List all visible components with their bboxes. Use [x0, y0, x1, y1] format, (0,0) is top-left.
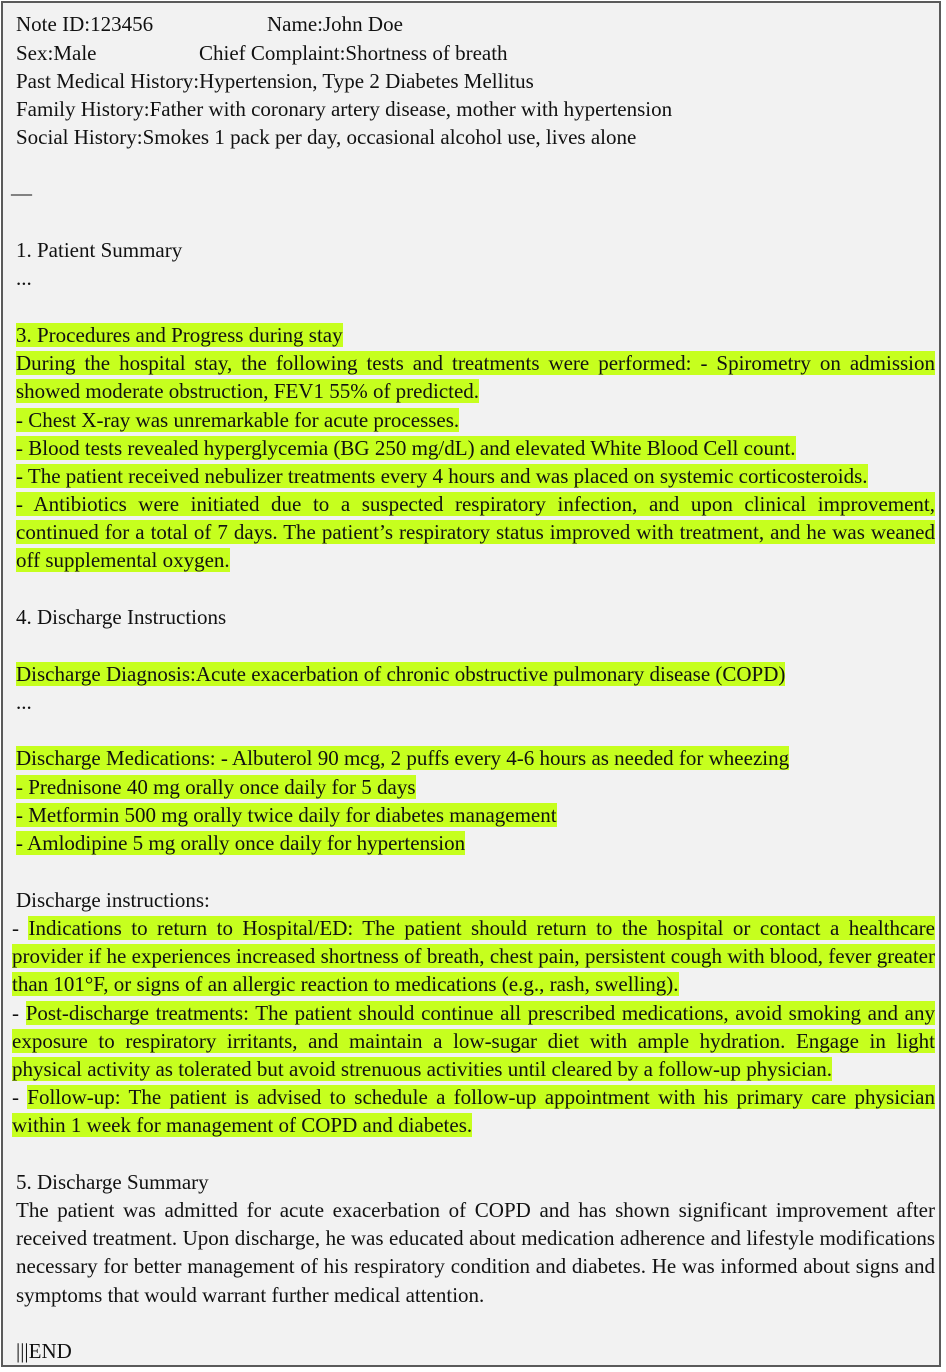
social-history: Social History:Smokes 1 pack per day, occasional alcohol use, lives alone — [16, 125, 637, 149]
section3-intro-text: During the hospital stay, the following tests and treatments were performed: - Spirometry on admission showed moderate obstruction, FEV1 55% of predicted. — [16, 351, 935, 404]
instruction-item: - Follow-up: The patient is advised to schedule a follow-up appointment with his primary care physician within 1 week for management of COPD and diabetes. — [12, 1085, 936, 1138]
section5-body: The patient was admitted for acute exacerbation of COPD and has shown significant improvement after received treatment. Upon discharge, he was educated about medication adherence and lifestyle modifications necessary for better management of his respiratory condition and diabetes. He was informed about signs and symptoms that would warrant further medical attention. — [16, 1198, 935, 1307]
instruction-item: - Post-discharge treatments: The patient should continue all prescribed medications, avoid smoking and any exposure to respiratory irritants, and maintain a low-sugar diet with ample hydration. Engage in light physical activity as tolerated but avoid strenuous activities until cleared by a follow-up physician. — [12, 1001, 935, 1082]
document-frame — [1, 1, 941, 1367]
patient-sex: Sex:Male — [16, 41, 97, 65]
medication-item: Discharge Medications: - Albuterol 90 mcg, 2 puffs every 4-6 hours as needed for wheezing — [16, 746, 790, 770]
end-marker: |||END — [16, 1339, 72, 1363]
instruction-dash: - — [12, 916, 19, 940]
section3-intro — [16, 349, 935, 405]
section3-item: - Chest X-ray was unremarkable for acute processes. — [16, 408, 460, 432]
patient-name: Name:John Doe — [267, 12, 403, 36]
section4-ellipsis: ... — [16, 690, 32, 714]
instruction-dash: - — [12, 1001, 19, 1025]
medication-item: - Metformin 500 mg orally twice daily for diabetes management — [16, 803, 557, 827]
section3-item: - Blood tests revealed hyperglycemia (BG 250 mg/dL) and elevated White Blood Cell count. — [16, 436, 796, 460]
discharge-diagnosis: Discharge Diagnosis:Acute exacerbation of chronic obstructive pulmonary disease (COPD) — [16, 662, 786, 686]
section3-title — [16, 322, 343, 348]
instruction-dash: - — [12, 1085, 19, 1109]
family-history: Family History:Father with coronary artery disease, mother with hypertension — [16, 97, 673, 121]
note-id: Note ID:123456 — [16, 12, 154, 36]
section3-title-text: 3. Procedures and Progress during stay — [16, 323, 343, 347]
medication-item: - Prednisone 40 mg orally once daily for 5 days — [16, 775, 416, 799]
instructions-title: Discharge instructions: — [16, 888, 210, 912]
section1-title: 1. Patient Summary — [16, 238, 183, 262]
instruction-item: - Indications to return to Hospital/ED: The patient should return to the hospital or contact a healthcare provider if he experiences increased shortness of breath, chest pain, persistent cough with blood, fever greater than 101°F, or signs of an allergic reaction to medications (e.g., rash, swelling). — [12, 916, 936, 997]
section5-title: 5. Discharge Summary — [16, 1170, 209, 1194]
past-medical-history: Past Medical History:Hypertension, Type 2 Diabetes Mellitus — [16, 69, 534, 93]
section3-item: - Antibiotics were initiated due to a suspected respiratory infection, and upon clinical improvement, continued for a total of 7 days. The patient’s respiratory status improved with treatment, and he was weaned off supplemental oxygen. — [16, 492, 935, 573]
section4-title: 4. Discharge Instructions — [16, 605, 227, 629]
medication-item: - Amlodipine 5 mg orally once daily for hypertension — [16, 831, 466, 855]
section1-body: ... — [16, 266, 32, 290]
chief-complaint: Chief Complaint:Shortness of breath — [199, 41, 508, 65]
divider: — — [11, 181, 32, 205]
section3-item: - The patient received nebulizer treatments every 4 hours and was placed on systemic corticosteroids. — [16, 464, 868, 488]
